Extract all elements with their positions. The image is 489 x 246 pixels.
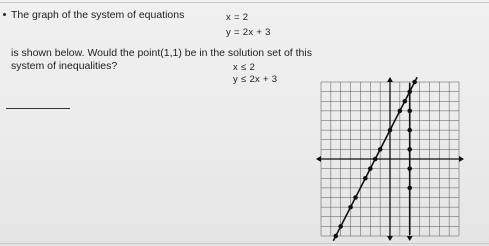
graph-point xyxy=(388,128,393,133)
inequality-y: y ≤ 2x + 3 xyxy=(233,74,278,85)
x-axis-arrow-left xyxy=(316,156,321,162)
graph-point xyxy=(398,109,403,114)
vertical-line-point xyxy=(407,109,412,114)
graph-point xyxy=(363,176,368,181)
equation-x: x = 2 xyxy=(226,12,249,23)
x-axis-arrow-right xyxy=(459,156,464,162)
vertical-line-point xyxy=(407,166,412,171)
vertical-line-point xyxy=(407,147,412,152)
graph-point xyxy=(407,89,412,94)
graph-point xyxy=(373,157,378,162)
top-divider xyxy=(0,2,489,3)
graph-point xyxy=(368,166,373,171)
vertical-line-point xyxy=(407,186,412,191)
graph-point xyxy=(348,205,353,210)
graph-point xyxy=(338,224,343,229)
bottom-divider xyxy=(0,243,489,244)
coordinate-graph xyxy=(315,76,465,242)
y-axis-arrow-down xyxy=(387,236,393,241)
question-bullet xyxy=(3,13,6,16)
graph-point xyxy=(333,234,338,239)
graph-point xyxy=(378,147,383,152)
graph-axes xyxy=(316,77,464,241)
graph-point xyxy=(353,195,358,200)
graph-point xyxy=(412,80,417,85)
graph-point xyxy=(402,99,407,104)
question-intro: The graph of the system of equations xyxy=(11,9,185,21)
vertical-line-point xyxy=(407,128,412,133)
question-line-2: is shown below. Would the point(1,1) be in the solution set of this xyxy=(11,47,312,59)
equation-y: y = 2x + 3 xyxy=(226,27,271,38)
y-axis-arrow-up xyxy=(387,77,393,82)
answer-blank[interactable] xyxy=(6,108,70,109)
vertical-line-arrow xyxy=(407,236,413,241)
question-line-3: system of inequalities? xyxy=(11,60,118,72)
inequality-x: x ≤ 2 xyxy=(233,62,256,73)
